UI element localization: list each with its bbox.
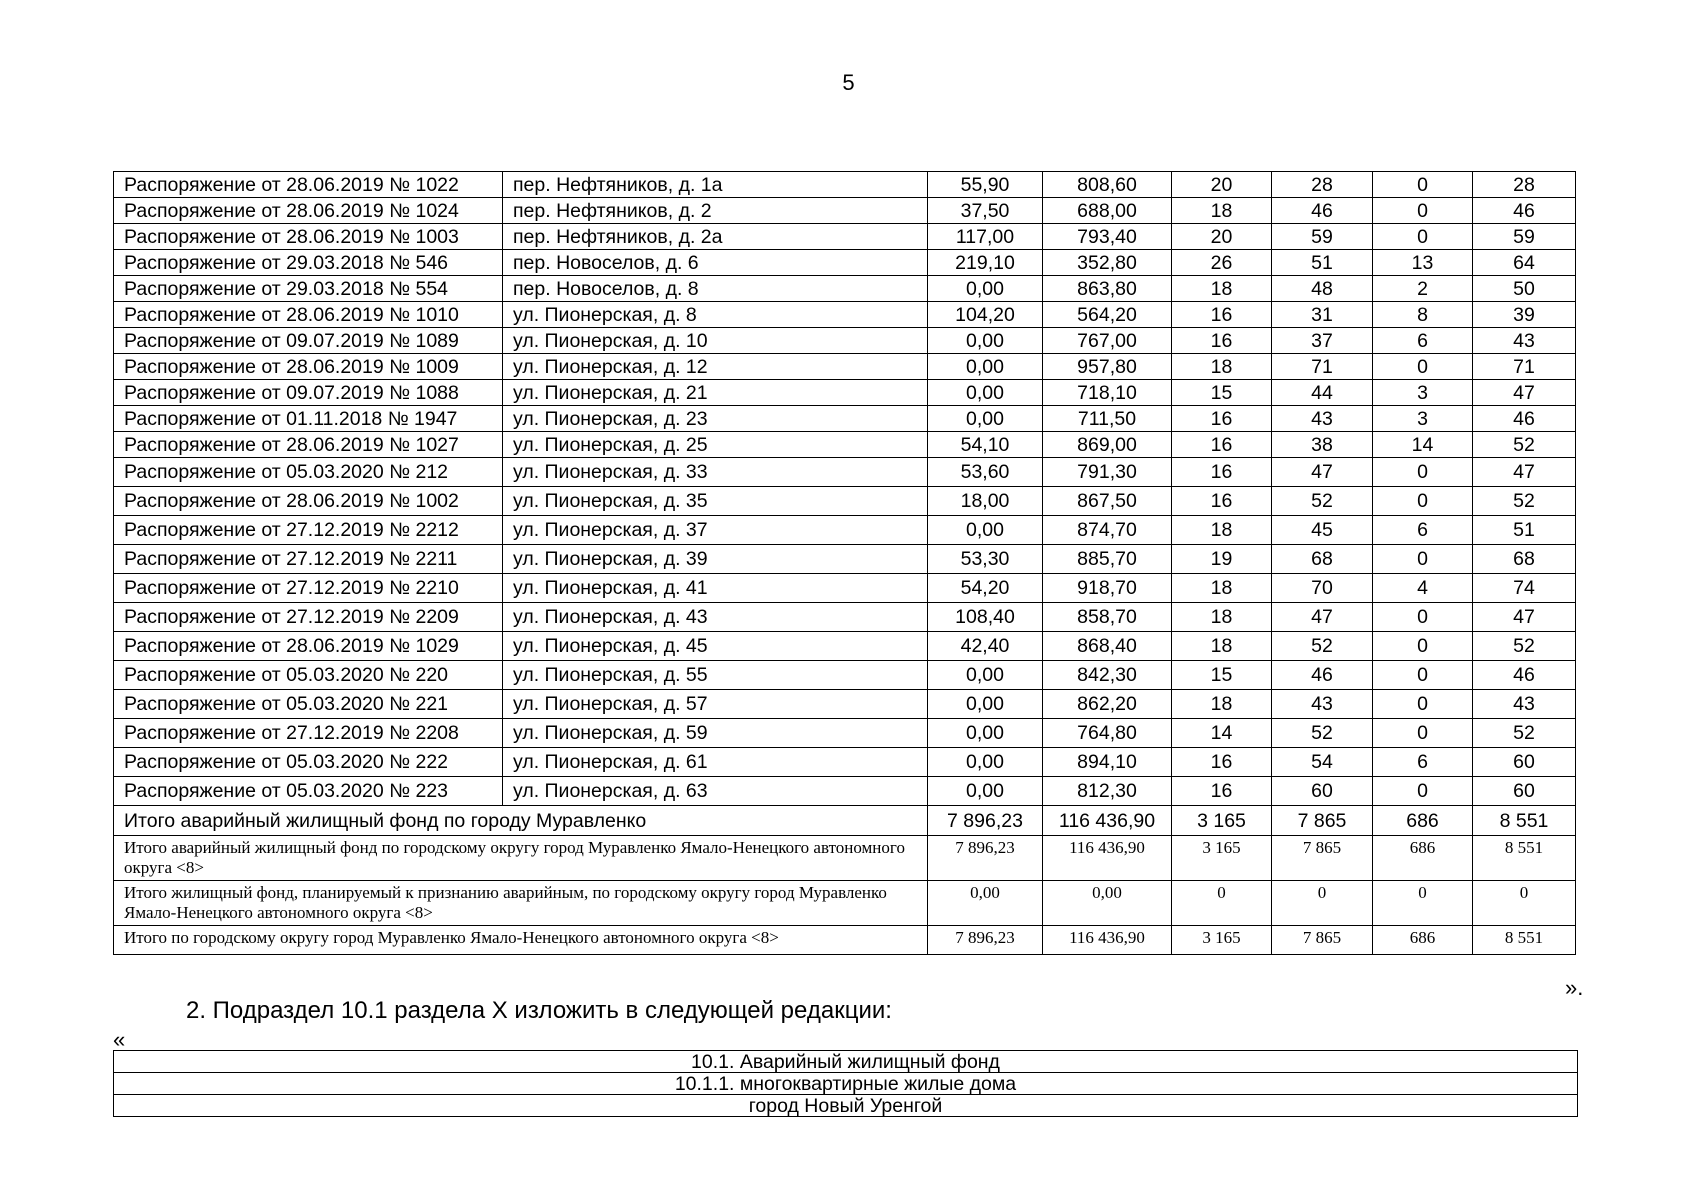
address-cell: ул. Пионерская, д. 25 [503, 432, 928, 458]
table-row [114, 380, 1576, 406]
value-cell: 0 [1373, 172, 1473, 198]
table-row [114, 545, 1576, 574]
table-row [114, 603, 1576, 632]
value-cell: 793,40 [1043, 224, 1172, 250]
total-value: 0,00 [928, 881, 1043, 926]
value-cell: 54,10 [928, 432, 1043, 458]
table-row [114, 661, 1576, 690]
total-label: Итого жилищный фонд, планируемый к признанию аварийным, по городскому округу город Муравленко Ямало-Ненецкого автономного округа <8> [114, 881, 928, 926]
value-cell: 0 [1373, 487, 1473, 516]
value-cell: 8 [1373, 302, 1473, 328]
total-value: 0 [1473, 881, 1576, 926]
value-cell: 45 [1272, 516, 1373, 545]
total-row [114, 806, 1576, 836]
section-title: 10.1. Аварийный жилищный фонд [114, 1051, 1578, 1073]
total-value: 0,00 [1043, 881, 1172, 926]
total-value: 686 [1373, 926, 1473, 955]
value-cell: 918,70 [1043, 574, 1172, 603]
value-cell: 46 [1473, 661, 1576, 690]
value-cell: 0 [1373, 603, 1473, 632]
order-cell: Распоряжение от 28.06.2019 № 1022 [114, 172, 503, 198]
value-cell: 20 [1172, 224, 1272, 250]
address-cell: ул. Пионерская, д. 61 [503, 748, 928, 777]
address-cell: ул. Пионерская, д. 23 [503, 406, 928, 432]
value-cell: 0,00 [928, 516, 1043, 545]
value-cell: 28 [1473, 172, 1576, 198]
value-cell: 0,00 [928, 719, 1043, 748]
total-value: 7 896,23 [928, 836, 1043, 881]
value-cell: 3 [1373, 406, 1473, 432]
order-cell: Распоряжение от 27.12.2019 № 2209 [114, 603, 503, 632]
total-value: 3 165 [1172, 806, 1272, 836]
order-cell: Распоряжение от 27.12.2019 № 2212 [114, 516, 503, 545]
value-cell: 812,30 [1043, 777, 1172, 806]
value-cell: 0,00 [928, 406, 1043, 432]
address-cell: ул. Пионерская, д. 39 [503, 545, 928, 574]
table-row [114, 276, 1576, 302]
total-value: 116 436,90 [1043, 926, 1172, 955]
value-cell: 0,00 [928, 661, 1043, 690]
value-cell: 38 [1272, 432, 1373, 458]
address-cell: ул. Пионерская, д. 63 [503, 777, 928, 806]
total-value: 116 436,90 [1043, 806, 1172, 836]
value-cell: 26 [1172, 250, 1272, 276]
value-cell: 863,80 [1043, 276, 1172, 302]
total-value: 3 165 [1172, 926, 1272, 955]
value-cell: 43 [1272, 406, 1373, 432]
value-cell: 14 [1172, 719, 1272, 748]
value-cell: 52 [1473, 719, 1576, 748]
value-cell: 868,40 [1043, 632, 1172, 661]
value-cell: 50 [1473, 276, 1576, 302]
value-cell: 51 [1473, 516, 1576, 545]
table-row [114, 224, 1576, 250]
value-cell: 53,60 [928, 458, 1043, 487]
table-row [114, 632, 1576, 661]
value-cell: 18 [1172, 603, 1272, 632]
address-cell: ул. Пионерская, д. 12 [503, 354, 928, 380]
value-cell: 60 [1473, 748, 1576, 777]
value-cell: 52 [1473, 487, 1576, 516]
value-cell: 18 [1172, 690, 1272, 719]
table-row [114, 516, 1576, 545]
order-cell: Распоряжение от 28.06.2019 № 1003 [114, 224, 503, 250]
section-subtitle: 10.1.1. многоквартирные жилые дома [114, 1073, 1578, 1095]
value-cell: 47 [1473, 458, 1576, 487]
table-row [114, 574, 1576, 603]
value-cell: 16 [1172, 406, 1272, 432]
value-cell: 55,90 [928, 172, 1043, 198]
order-cell: Распоряжение от 27.12.2019 № 2210 [114, 574, 503, 603]
value-cell: 711,50 [1043, 406, 1172, 432]
value-cell: 43 [1473, 328, 1576, 354]
value-cell: 18,00 [928, 487, 1043, 516]
section-row [114, 1051, 1578, 1073]
total-value: 7 865 [1272, 926, 1373, 955]
value-cell: 874,70 [1043, 516, 1172, 545]
value-cell: 47 [1272, 603, 1373, 632]
value-cell: 0,00 [928, 380, 1043, 406]
total-label: Итого аварийный жилищный фонд по городскому округу город Муравленко Ямало-Ненецкого автономного округа <8> [114, 836, 928, 881]
value-cell: 842,30 [1043, 661, 1172, 690]
value-cell: 31 [1272, 302, 1373, 328]
value-cell: 352,80 [1043, 250, 1172, 276]
value-cell: 13 [1373, 250, 1473, 276]
value-cell: 28 [1272, 172, 1373, 198]
value-cell: 39 [1473, 302, 1576, 328]
total-value: 116 436,90 [1043, 836, 1172, 881]
table-row [114, 748, 1576, 777]
value-cell: 219,10 [928, 250, 1043, 276]
table-row [114, 302, 1576, 328]
value-cell: 64 [1473, 250, 1576, 276]
value-cell: 0,00 [928, 276, 1043, 302]
value-cell: 564,20 [1043, 302, 1172, 328]
value-cell: 52 [1272, 719, 1373, 748]
housing-table [113, 171, 1576, 955]
address-cell: ул. Пионерская, д. 57 [503, 690, 928, 719]
order-cell: Распоряжение от 01.11.2018 № 1947 [114, 406, 503, 432]
address-cell: ул. Пионерская, д. 41 [503, 574, 928, 603]
total-value: 3 165 [1172, 836, 1272, 881]
order-cell: Распоряжение от 28.06.2019 № 1009 [114, 354, 503, 380]
value-cell: 46 [1473, 198, 1576, 224]
value-cell: 43 [1272, 690, 1373, 719]
value-cell: 18 [1172, 354, 1272, 380]
value-cell: 18 [1172, 276, 1272, 302]
value-cell: 37,50 [928, 198, 1043, 224]
address-cell: ул. Пионерская, д. 37 [503, 516, 928, 545]
order-cell: Распоряжение от 09.07.2019 № 1088 [114, 380, 503, 406]
value-cell: 20 [1172, 172, 1272, 198]
page-number: 5 [842, 70, 855, 95]
value-cell: 60 [1473, 777, 1576, 806]
address-cell: ул. Пионерская, д. 33 [503, 458, 928, 487]
value-cell: 16 [1172, 432, 1272, 458]
value-cell: 46 [1473, 406, 1576, 432]
total-label: Итого по городскому округу город Муравленко Ямало-Ненецкого автономного округа <8> [114, 926, 928, 955]
address-cell: пер. Нефтяников, д. 2 [503, 198, 928, 224]
order-cell: Распоряжение от 29.03.2018 № 546 [114, 250, 503, 276]
table-row [114, 487, 1576, 516]
address-cell: пер. Нефтяников, д. 2а [503, 224, 928, 250]
value-cell: 0 [1373, 690, 1473, 719]
value-cell: 71 [1473, 354, 1576, 380]
order-cell: Распоряжение от 05.03.2020 № 223 [114, 777, 503, 806]
total-value: 0 [1373, 881, 1473, 926]
total-value: 7 896,23 [928, 806, 1043, 836]
value-cell: 0,00 [928, 748, 1043, 777]
total-value: 8 551 [1473, 806, 1576, 836]
value-cell: 46 [1272, 198, 1373, 224]
address-cell: ул. Пионерская, д. 35 [503, 487, 928, 516]
address-cell: пер. Нефтяников, д. 1а [503, 172, 928, 198]
total-label: Итого аварийный жилищный фонд по городу Муравленко [114, 806, 928, 836]
value-cell: 16 [1172, 328, 1272, 354]
value-cell: 3 [1373, 380, 1473, 406]
value-cell: 0 [1373, 632, 1473, 661]
total-value: 7 896,23 [928, 926, 1043, 955]
table-body [114, 172, 1576, 955]
value-cell: 47 [1473, 380, 1576, 406]
table-row [114, 328, 1576, 354]
value-cell: 957,80 [1043, 354, 1172, 380]
address-cell: пер. Новоселов, д. 8 [503, 276, 928, 302]
total-value: 7 865 [1272, 806, 1373, 836]
table-row [114, 777, 1576, 806]
value-cell: 47 [1272, 458, 1373, 487]
table-row [114, 458, 1576, 487]
value-cell: 47 [1473, 603, 1576, 632]
section-row [114, 1073, 1578, 1095]
total-value: 8 551 [1473, 836, 1576, 881]
value-cell: 16 [1172, 302, 1272, 328]
value-cell: 4 [1373, 574, 1473, 603]
value-cell: 54,20 [928, 574, 1043, 603]
value-cell: 18 [1172, 574, 1272, 603]
total-row [114, 926, 1576, 955]
address-cell: ул. Пионерская, д. 21 [503, 380, 928, 406]
table-row [114, 172, 1576, 198]
address-cell: ул. Пионерская, д. 10 [503, 328, 928, 354]
value-cell: 53,30 [928, 545, 1043, 574]
section-header-table [113, 1050, 1578, 1117]
value-cell: 60 [1272, 777, 1373, 806]
value-cell: 15 [1172, 661, 1272, 690]
order-cell: Распоряжение от 28.06.2019 № 1024 [114, 198, 503, 224]
value-cell: 19 [1172, 545, 1272, 574]
value-cell: 0 [1373, 354, 1473, 380]
order-cell: Распоряжение от 29.03.2018 № 554 [114, 276, 503, 302]
value-cell: 0 [1373, 777, 1473, 806]
address-cell: ул. Пионерская, д. 45 [503, 632, 928, 661]
value-cell: 16 [1172, 777, 1272, 806]
order-cell: Распоряжение от 28.06.2019 № 1027 [114, 432, 503, 458]
total-row [114, 881, 1576, 926]
value-cell: 18 [1172, 516, 1272, 545]
address-cell: пер. Новоселов, д. 6 [503, 250, 928, 276]
value-cell: 2 [1373, 276, 1473, 302]
value-cell: 0 [1373, 719, 1473, 748]
value-cell: 18 [1172, 198, 1272, 224]
value-cell: 15 [1172, 380, 1272, 406]
value-cell: 68 [1473, 545, 1576, 574]
table-row [114, 406, 1576, 432]
value-cell: 0,00 [928, 354, 1043, 380]
value-cell: 808,60 [1043, 172, 1172, 198]
value-cell: 0 [1373, 224, 1473, 250]
value-cell: 59 [1473, 224, 1576, 250]
value-cell: 16 [1172, 748, 1272, 777]
value-cell: 18 [1172, 632, 1272, 661]
value-cell: 51 [1272, 250, 1373, 276]
value-cell: 52 [1272, 487, 1373, 516]
table-row [114, 690, 1576, 719]
value-cell: 74 [1473, 574, 1576, 603]
value-cell: 718,10 [1043, 380, 1172, 406]
value-cell: 791,30 [1043, 458, 1172, 487]
amendment-paragraph: 2. Подраздел 10.1 раздела X изложить в следующей редакции: [186, 997, 892, 1024]
order-cell: Распоряжение от 28.06.2019 № 1010 [114, 302, 503, 328]
value-cell: 108,40 [928, 603, 1043, 632]
order-cell: Распоряжение от 05.03.2020 № 221 [114, 690, 503, 719]
value-cell: 52 [1473, 632, 1576, 661]
value-cell: 867,50 [1043, 487, 1172, 516]
value-cell: 0,00 [928, 690, 1043, 719]
value-cell: 858,70 [1043, 603, 1172, 632]
table-row [114, 432, 1576, 458]
order-cell: Распоряжение от 28.06.2019 № 1029 [114, 632, 503, 661]
order-cell: Распоряжение от 05.03.2020 № 212 [114, 458, 503, 487]
value-cell: 869,00 [1043, 432, 1172, 458]
value-cell: 117,00 [928, 224, 1043, 250]
value-cell: 42,40 [928, 632, 1043, 661]
order-cell: Распоряжение от 27.12.2019 № 2208 [114, 719, 503, 748]
value-cell: 0 [1373, 545, 1473, 574]
total-value: 0 [1172, 881, 1272, 926]
value-cell: 688,00 [1043, 198, 1172, 224]
order-cell: Распоряжение от 05.03.2020 № 222 [114, 748, 503, 777]
value-cell: 16 [1172, 487, 1272, 516]
value-cell: 16 [1172, 458, 1272, 487]
value-cell: 54 [1272, 748, 1373, 777]
address-cell: ул. Пионерская, д. 8 [503, 302, 928, 328]
table-row [114, 198, 1576, 224]
total-value: 686 [1373, 806, 1473, 836]
value-cell: 43 [1473, 690, 1576, 719]
value-cell: 52 [1473, 432, 1576, 458]
value-cell: 52 [1272, 632, 1373, 661]
value-cell: 59 [1272, 224, 1373, 250]
value-cell: 0 [1373, 198, 1473, 224]
value-cell: 0 [1373, 458, 1473, 487]
table-row [114, 719, 1576, 748]
value-cell: 0,00 [928, 328, 1043, 354]
address-cell: ул. Пионерская, д. 43 [503, 603, 928, 632]
value-cell: 6 [1373, 748, 1473, 777]
total-row [114, 836, 1576, 881]
value-cell: 70 [1272, 574, 1373, 603]
value-cell: 862,20 [1043, 690, 1172, 719]
section-city: город Новый Уренгой [114, 1095, 1578, 1117]
section-row [114, 1095, 1578, 1117]
table-row [114, 354, 1576, 380]
value-cell: 0 [1373, 661, 1473, 690]
value-cell: 104,20 [928, 302, 1043, 328]
value-cell: 885,70 [1043, 545, 1172, 574]
table-row [114, 250, 1576, 276]
value-cell: 6 [1373, 328, 1473, 354]
value-cell: 37 [1272, 328, 1373, 354]
total-value: 686 [1373, 836, 1473, 881]
value-cell: 48 [1272, 276, 1373, 302]
total-value: 7 865 [1272, 836, 1373, 881]
opening-quote: « [113, 1027, 126, 1052]
value-cell: 46 [1272, 661, 1373, 690]
value-cell: 6 [1373, 516, 1473, 545]
order-cell: Распоряжение от 09.07.2019 № 1089 [114, 328, 503, 354]
value-cell: 44 [1272, 380, 1373, 406]
order-cell: Распоряжение от 27.12.2019 № 2211 [114, 545, 503, 574]
address-cell: ул. Пионерская, д. 55 [503, 661, 928, 690]
value-cell: 764,80 [1043, 719, 1172, 748]
value-cell: 68 [1272, 545, 1373, 574]
closing-quote: ». [1565, 975, 1584, 1000]
value-cell: 767,00 [1043, 328, 1172, 354]
order-cell: Распоряжение от 28.06.2019 № 1002 [114, 487, 503, 516]
value-cell: 0,00 [928, 777, 1043, 806]
order-cell: Распоряжение от 05.03.2020 № 220 [114, 661, 503, 690]
value-cell: 894,10 [1043, 748, 1172, 777]
total-value: 0 [1272, 881, 1373, 926]
value-cell: 71 [1272, 354, 1373, 380]
value-cell: 14 [1373, 432, 1473, 458]
total-value: 8 551 [1473, 926, 1576, 955]
address-cell: ул. Пионерская, д. 59 [503, 719, 928, 748]
